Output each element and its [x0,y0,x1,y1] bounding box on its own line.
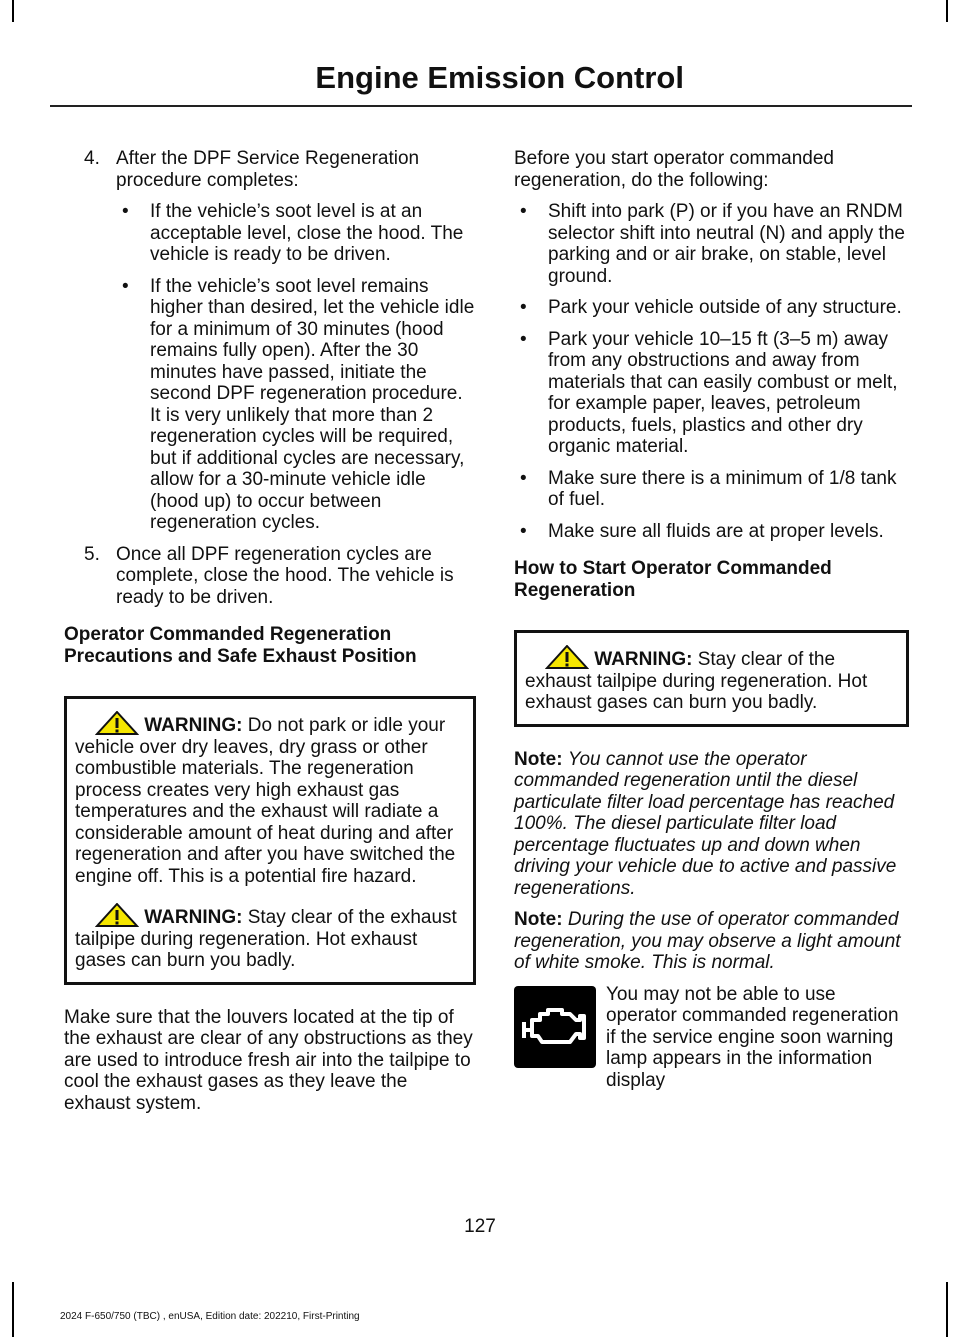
note [514,909,909,974]
header-divider [50,105,912,107]
engine-lamp-note [514,984,909,1094]
warning-box [514,630,909,727]
warning-label: WARNING: [144,715,243,736]
step-number: 5. [84,543,100,565]
warning-text: Stay clear of the exhaust tailpipe during regeneration. Hot exhaust gases can burn you badly. [75,907,457,971]
step-5 [64,544,476,609]
list-item: • If the vehicle’s soot level remains higher than desired, let the vehicle idle for a minimum of 30 minutes (hood remains fully open). After the 30 minutes have passed, initiate the second DPF regeneration procedure. It is very unlikely that more than 2 regeneration cycles will be required, but if additional cycles are necessary, allow for a 30-minute vehicle idle (hood up) to occur between regeneration cycles. [116,276,476,534]
note-text: You cannot use the operator commanded regeneration until the diesel particulate filter load percentage has reached 100%. The diesel particulate filter load percentage fluctuates up and down when driving your vehicle due to active and passive regenerations. [514,748,897,899]
section-heading: Operator Commanded Regeneration Precautions and Safe Exhaust Position [64,624,417,667]
step-4 [64,148,476,534]
crop-mark [946,0,948,22]
step-4-bullets [116,201,476,534]
crop-mark [946,1282,948,1337]
crop-mark [12,1282,14,1337]
warning [75,711,465,887]
warning-triangle-icon [95,711,139,735]
warning-box [64,696,476,985]
note-text: During the use of operator commanded regeneration, you may observe a light amount of white smoke. This is normal. [514,909,901,973]
note [514,749,909,900]
warning [525,645,898,714]
warning-text: Stay clear of the exhaust tailpipe during regeneration. Hot exhaust gases can burn you badly. [525,649,868,713]
list-item: • If the vehicle’s soot level is at an acceptable level, close the hood. The vehicle is ready to be driven. [116,201,476,266]
left-column [64,148,476,1124]
warning-label: WARNING: [144,907,243,928]
note-label: Note: [514,748,563,770]
section-heading: How to Start Operator Commanded Regeneration [514,558,832,601]
warning-triangle-icon [95,903,139,927]
intro-paragraph: Before you start operator commanded regeneration, do the following: [514,148,835,191]
warning-triangle-icon [545,645,589,669]
check-engine-icon [514,986,596,1068]
step-text: Once all DPF regeneration cycles are complete, close the hood. The vehicle is ready to be driven. [116,543,454,608]
list-item: • Park your vehicle 10–15 ft (3–5 m) away from any obstructions and away from materials that can easily combust or melt, for example paper, leaves, petroleum products, fuels, plastics and other dry organic material. [514,329,909,458]
note-label: Note: [514,909,563,930]
list-item: • Make sure there is a minimum of 1/8 tank of fuel. [514,468,909,511]
step-number: 4. [84,148,100,169]
list-item: • Shift into park (P) or if you have an RNDM selector shift into neutral (N) and apply the parking and or air brake, on stable, level ground. [514,201,909,287]
list-item: • Park your vehicle outside of any structure. [514,297,909,319]
paragraph: Make sure that the louvers located at the tip of the exhaust are clear of any obstructions as they are used to introduce fresh air into the tailpipe to cool the exhaust gases as they leave the exhaust system. [64,1006,473,1114]
warning-text: Do not park or idle your vehicle over dry leaves, dry grass or other combustible materials. The regeneration process creates very high exhaust gas temperatures and the exhaust will radiate a considerable amount of heat during and after regeneration and after you have switched the engine off. This is a potential fire hazard. [75,715,456,887]
warning [75,903,465,972]
warning-label: WARNING: [594,649,693,670]
right-column [514,148,909,1094]
crop-mark [12,0,14,22]
step-text: After the DPF Service Regeneration procedure completes: [116,148,420,191]
page-title: Engine Emission Control [315,60,684,95]
engine-lamp-text: You may not be able to use operator commanded regeneration if the service engine soon warning lamp appears in the information display [606,983,899,1091]
edition-footer: 2024 F-650/750 (TBC) , enUSA, Edition date: 202210, First-Printing [60,1311,360,1322]
list-item: • Make sure all fluids are at proper levels. [514,521,909,543]
page-number: 127 [464,1216,496,1237]
